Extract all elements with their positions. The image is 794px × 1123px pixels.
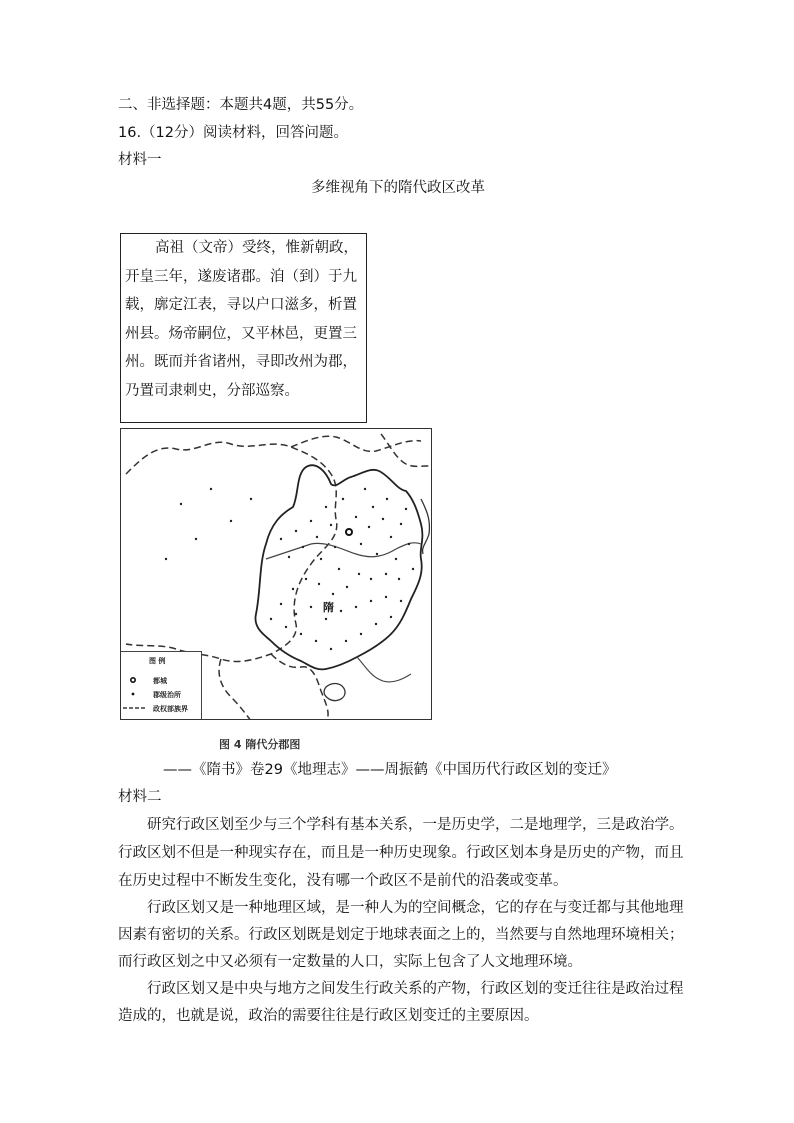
material-two-line: 造成的，也就是说，政治的需要往往是行政区划变迁的主要原因。 [118,1008,539,1024]
legend-commandery-seat: 郡级治所 [153,691,181,699]
boundary-southwest [219,659,251,720]
map-legend [121,651,202,720]
material-two-line: 行政区划不但是一种现实存在，而且是一种历史现象。行政区划本身是历史的产物，而且 [118,845,684,861]
quote-line: 载，廓定江表，寻以户口滋多，析置 [125,297,357,313]
quote-line: 高祖（文帝）受终，惟新朝政， [155,240,358,256]
boundary-north [291,436,421,451]
question-16: 16.（12分）阅读材料，回答问题。 [118,125,349,141]
coastline-south [357,657,411,682]
legend-title: 图 例 [149,657,166,665]
material-one-title: 多维视角下的隋代政区改革 [311,180,485,196]
quote-line: 州。既而并省诸州，寻即改州为郡， [125,354,357,370]
legend-boundary: 政权部族界 [153,705,188,713]
quote-line: 州县。炀帝嗣位，又平林邑，更置三 [125,326,357,342]
material-one-source: ——《隋书》卷29《地理志》——周振鹤《中国历代行政区划的变迁》 [163,762,617,778]
sui-commandery-map [120,428,432,720]
hainan-island [324,684,345,701]
material-one-label: 材料一 [118,152,162,168]
map-region-label: 隋 [323,601,334,614]
material-two-label: 材料二 [118,789,162,805]
material-two-line: 行政区划又是中央与地方之间发生行政关系的产物，行政区划的变迁往往是政治过程 [147,981,684,997]
quote-box [120,233,367,423]
material-two-line: 因素有密切的关系。行政区划既是划定于地球表面之上的，当然要与自然地理环境相关； [118,927,684,943]
quote-line: 乃置司隶刺史，分部巡察。 [125,383,299,399]
commandery-dots [165,488,414,650]
quote-line: 开皇三年，遂废诸郡。洎（到）于九 [125,269,357,285]
boundary-south [271,654,328,720]
boundary-northeast [381,434,432,467]
section-heading: 二、非选择题：本题共4题，共55分。 [118,97,364,113]
material-two-line: 在历史过程中不断发生变化，没有哪一个政区不是前代的沿袭或变革。 [118,873,568,889]
boundary-west [126,442,337,661]
sui-territory [255,465,422,669]
material-two-line: 行政区划又是一种地理区域，是一种人为的空间概念，它的存在与变迁都与其他地理 [147,900,684,916]
material-two-line: 而行政区划之中又必须有一定数量的人口，实际上包含了人文地理环境。 [118,954,582,970]
material-two-line: 研究行政区划至少与三个学科有基本关系，一是历史学，二是地理学，三是政治学。 [147,817,684,833]
seat-legend-symbol [132,693,135,696]
legend-capital: 都城 [153,677,167,685]
map-caption: 图 4 隋代分郡图 [219,738,301,751]
